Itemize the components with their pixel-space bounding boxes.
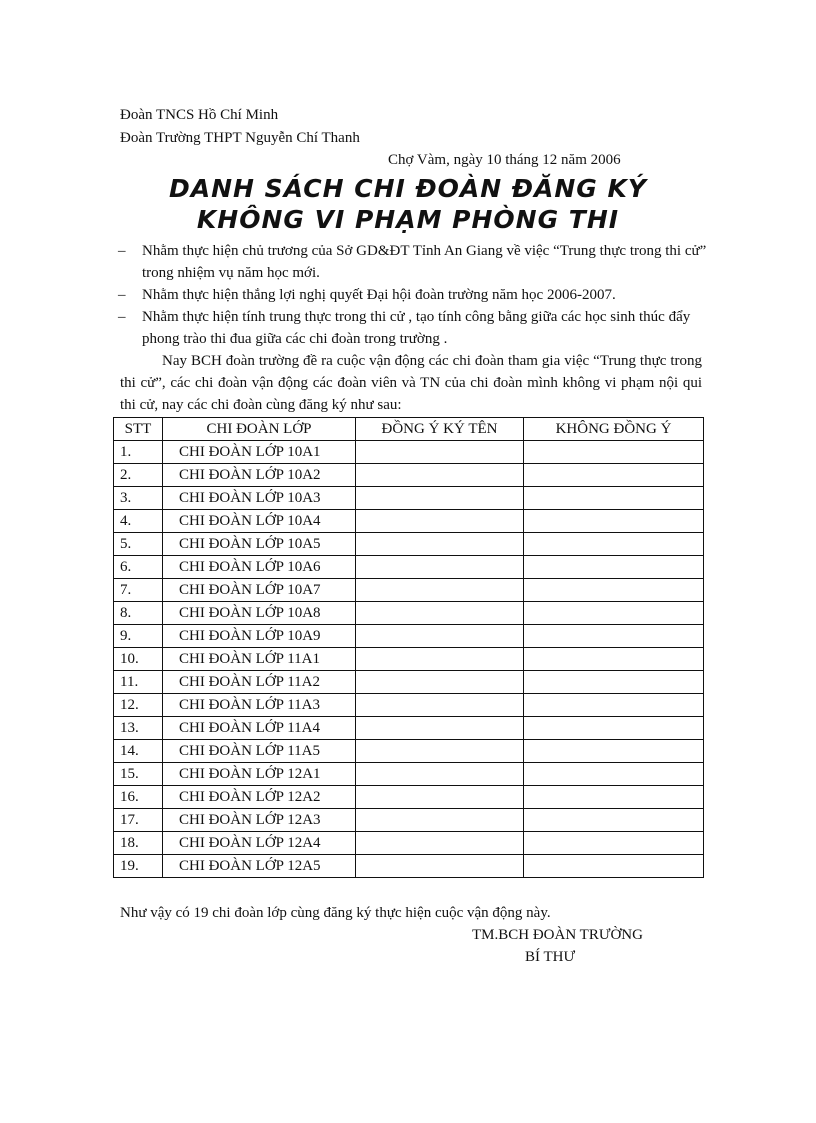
- row-stt: 19.: [114, 855, 163, 878]
- table-header-row: [114, 418, 704, 441]
- row-stt: 15.: [114, 763, 163, 786]
- row-class-name: CHI ĐOÀN LỚP 11A2: [163, 671, 356, 694]
- agree-signature-cell[interactable]: [356, 855, 524, 878]
- table-row: [114, 464, 704, 487]
- disagree-cell[interactable]: [524, 763, 704, 786]
- disagree-cell[interactable]: [524, 855, 704, 878]
- row-class-name: CHI ĐOÀN LỚP 11A3: [163, 694, 356, 717]
- table-row: [114, 786, 704, 809]
- table-body: [114, 441, 704, 878]
- disagree-cell[interactable]: [524, 510, 704, 533]
- disagree-cell[interactable]: [524, 625, 704, 648]
- row-class-name: CHI ĐOÀN LỚP 11A5: [163, 740, 356, 763]
- table-row: [114, 556, 704, 579]
- row-stt: 10.: [114, 648, 163, 671]
- table-row: [114, 809, 704, 832]
- agree-signature-cell[interactable]: [356, 556, 524, 579]
- table-row: [114, 832, 704, 855]
- purpose-item: [118, 240, 708, 284]
- disagree-cell[interactable]: [524, 717, 704, 740]
- row-stt: 12.: [114, 694, 163, 717]
- table-row: [114, 855, 704, 878]
- row-stt: 2.: [114, 464, 163, 487]
- purpose-item-text: Nhằm thực hiện thắng lợi nghị quyết Đại hội đoàn trường năm học 2006-2007.: [142, 287, 616, 303]
- agree-signature-cell[interactable]: [356, 763, 524, 786]
- agree-signature-cell[interactable]: [356, 579, 524, 602]
- row-stt: 8.: [114, 602, 163, 625]
- table-row: [114, 648, 704, 671]
- agree-signature-cell[interactable]: [356, 648, 524, 671]
- closing-statement: Như vậy có 19 chi đoàn lớp cùng đăng ký thực hiện cuộc vận động này.: [120, 905, 551, 921]
- purpose-list: [118, 240, 708, 350]
- org-line-2: Đoàn Trường THPT Nguyễn Chí Thanh: [120, 130, 360, 146]
- row-class-name: CHI ĐOÀN LỚP 12A4: [163, 832, 356, 855]
- disagree-cell[interactable]: [524, 602, 704, 625]
- row-stt: 13.: [114, 717, 163, 740]
- purpose-item: [118, 306, 708, 350]
- row-stt: 14.: [114, 740, 163, 763]
- row-stt: 1.: [114, 441, 163, 464]
- row-class-name: CHI ĐOÀN LỚP 11A1: [163, 648, 356, 671]
- document-title-line-2: KHÔNG VI PHẠM PHÒNG THI: [196, 205, 620, 234]
- row-class-name: CHI ĐOÀN LỚP 10A8: [163, 602, 356, 625]
- org-line-1: Đoàn TNCS Hồ Chí Minh: [120, 107, 279, 123]
- agree-signature-cell[interactable]: [356, 717, 524, 740]
- agree-signature-cell[interactable]: [356, 671, 524, 694]
- intro-paragraph: Nay BCH đoàn trường đề ra cuộc vận động các chi đoàn tham gia việc “Trung thực trong thi cử”, các chi đoàn vận động các đoàn viên và TN của chi đoàn mình không vi phạm nội qui thi cử, nay các chi đoàn cùng đăng ký như sau:: [120, 353, 702, 413]
- bullet-dash: –: [118, 309, 126, 325]
- signature-role: BÍ THƯ: [525, 949, 576, 965]
- row-stt: 17.: [114, 809, 163, 832]
- bullet-dash: –: [118, 243, 126, 259]
- disagree-cell[interactable]: [524, 487, 704, 510]
- agree-signature-cell[interactable]: [356, 786, 524, 809]
- row-class-name: CHI ĐOÀN LỚP 12A3: [163, 809, 356, 832]
- row-class-name: CHI ĐOÀN LỚP 11A4: [163, 717, 356, 740]
- disagree-cell[interactable]: [524, 533, 704, 556]
- table-row: [114, 487, 704, 510]
- agree-signature-cell[interactable]: [356, 740, 524, 763]
- purpose-item-text: Nhằm thực hiện chủ trương của Sở GD&ĐT Tỉnh An Giang về việc “Trung thực trong thi cử” trong nhiệm vụ năm học mới.: [142, 243, 707, 281]
- document-title-line-1: DANH SÁCH CHI ĐOÀN ĐĂNG KÝ: [169, 174, 647, 203]
- agree-signature-cell[interactable]: [356, 441, 524, 464]
- table-row: [114, 602, 704, 625]
- disagree-cell[interactable]: [524, 579, 704, 602]
- row-stt: 18.: [114, 832, 163, 855]
- agree-signature-cell[interactable]: [356, 809, 524, 832]
- row-stt: 7.: [114, 579, 163, 602]
- table-row: [114, 441, 704, 464]
- row-stt: 3.: [114, 487, 163, 510]
- table-row: [114, 717, 704, 740]
- row-stt: 5.: [114, 533, 163, 556]
- row-class-name: CHI ĐOÀN LỚP 10A4: [163, 510, 356, 533]
- disagree-cell[interactable]: [524, 832, 704, 855]
- row-stt: 4.: [114, 510, 163, 533]
- row-class-name: CHI ĐOÀN LỚP 10A7: [163, 579, 356, 602]
- table-row: [114, 694, 704, 717]
- row-class-name: CHI ĐOÀN LỚP 10A6: [163, 556, 356, 579]
- registration-table: [113, 417, 704, 878]
- disagree-cell[interactable]: [524, 786, 704, 809]
- agree-signature-cell[interactable]: [356, 464, 524, 487]
- disagree-cell[interactable]: [524, 648, 704, 671]
- row-class-name: CHI ĐOÀN LỚP 10A2: [163, 464, 356, 487]
- agree-signature-cell[interactable]: [356, 694, 524, 717]
- row-class-name: CHI ĐOÀN LỚP 12A2: [163, 786, 356, 809]
- header-class: CHI ĐOÀN LỚP: [163, 418, 356, 441]
- row-stt: 16.: [114, 786, 163, 809]
- bullet-dash: –: [118, 287, 126, 303]
- row-stt: 11.: [114, 671, 163, 694]
- row-stt: 9.: [114, 625, 163, 648]
- row-class-name: CHI ĐOÀN LỚP 10A1: [163, 441, 356, 464]
- row-class-name: CHI ĐOÀN LỚP 10A9: [163, 625, 356, 648]
- row-stt: 6.: [114, 556, 163, 579]
- disagree-cell[interactable]: [524, 441, 704, 464]
- table-row: [114, 671, 704, 694]
- disagree-cell[interactable]: [524, 671, 704, 694]
- purpose-item: [118, 284, 708, 306]
- disagree-cell[interactable]: [524, 740, 704, 763]
- agree-signature-cell[interactable]: [356, 510, 524, 533]
- disagree-cell[interactable]: [524, 809, 704, 832]
- table-row: [114, 579, 704, 602]
- purpose-item-text: Nhằm thực hiện tính trung thực trong thi cử , tạo tính công bằng giữa các học sinh thúc đẩy phong trào thi đua giữa các chi đoàn trong trường .: [142, 309, 691, 347]
- row-class-name: CHI ĐOÀN LỚP 10A3: [163, 487, 356, 510]
- disagree-cell[interactable]: [524, 556, 704, 579]
- row-class-name: CHI ĐOÀN LỚP 10A5: [163, 533, 356, 556]
- row-class-name: CHI ĐOÀN LỚP 12A1: [163, 763, 356, 786]
- agree-signature-cell[interactable]: [356, 832, 524, 855]
- date-line: Chợ Vàm, ngày 10 tháng 12 năm 2006: [388, 152, 621, 168]
- header-agree-sign: ĐỒNG Ý KÝ TÊN: [356, 418, 524, 441]
- header-disagree: KHÔNG ĐỒNG Ý: [524, 418, 704, 441]
- agree-signature-cell[interactable]: [356, 533, 524, 556]
- table-row: [114, 740, 704, 763]
- agree-signature-cell[interactable]: [356, 602, 524, 625]
- table-row: [114, 763, 704, 786]
- table-row: [114, 533, 704, 556]
- agree-signature-cell[interactable]: [356, 487, 524, 510]
- disagree-cell[interactable]: [524, 694, 704, 717]
- row-class-name: CHI ĐOÀN LỚP 12A5: [163, 855, 356, 878]
- header-stt: STT: [114, 418, 163, 441]
- table-row: [114, 625, 704, 648]
- disagree-cell[interactable]: [524, 464, 704, 487]
- table-row: [114, 510, 704, 533]
- signature-title: TM.BCH ĐOÀN TRƯỜNG: [472, 927, 643, 943]
- agree-signature-cell[interactable]: [356, 625, 524, 648]
